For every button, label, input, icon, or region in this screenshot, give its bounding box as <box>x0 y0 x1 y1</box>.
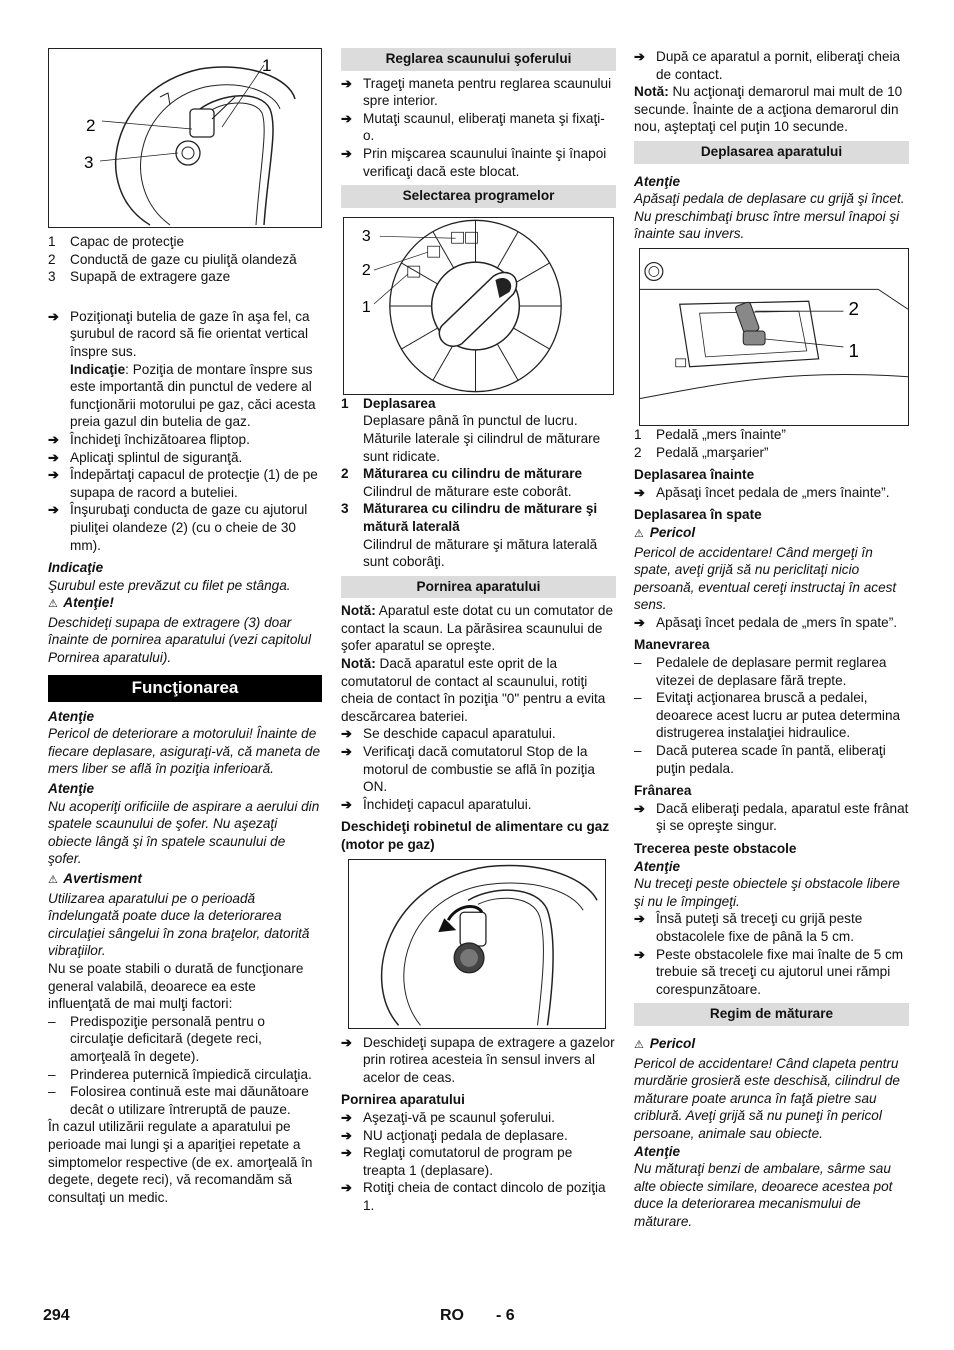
arrow-icon: ➔ <box>48 467 59 483</box>
column-1 <box>48 48 322 1206</box>
step: ➔ Îndepărtaţi capacul de protecţie (1) de pe supapa de racord a buteliei. <box>48 467 318 500</box>
step: ➔ Însă puteţi să treceţi cu grijă peste obstacolele fixe de până la 5 cm. <box>634 911 863 944</box>
paragraph: În cazul utilizării regulate a aparatului pe perioade mai lungi şi a apariţiei repetate a simptomelor respective (de ex. amorţeală în degete, degete reci), vă recomandăm să consultaţi un medic. <box>48 1119 313 1205</box>
fig2-label-3: 3 <box>361 227 371 245</box>
fig2-label-2: 2 <box>361 261 371 279</box>
fig1-label-1: 1 <box>262 56 272 75</box>
step: ➔ Dacă eliberaţi pedala, aparatul este frânat şi se opreşte singur. <box>634 800 909 834</box>
section-page: - 6 <box>496 1307 515 1324</box>
subheading: Pornirea aparatului <box>341 1092 465 1108</box>
gas-bottle-figure <box>48 48 322 228</box>
dash-item: – Prinderea puternică împiedică circulaţia. <box>48 1066 312 1082</box>
dash-item: – Pedalele de deplasare permit reglarea vitezei de deplasare fără trepte. <box>634 655 887 688</box>
note-text: Şurubul este prevăzut cu filet pe stânga. <box>48 577 291 593</box>
warning-title: ⚠ Atenţie! <box>48 594 322 614</box>
step: ➔ Deschideţi supapa de extragere a gazelor prin rotirea acesteia în sensul invers al acelor de ceas. <box>341 1034 615 1085</box>
arrow-icon: ➔ <box>341 1109 352 1125</box>
step: ➔ Rotiţi cheia de contact dincolo de poziţia 1. <box>341 1180 606 1213</box>
subheading: Trecerea peste obstacole <box>634 841 797 856</box>
arrow-icon: ➔ <box>634 800 645 816</box>
caution-text: Nu treceţi peste obiectele şi obstacole libere şi nu le împingeţi. <box>634 876 900 909</box>
section-title-programs: Selectarea programelor <box>341 185 616 208</box>
arrow-icon: ➔ <box>634 911 645 927</box>
warning-title: ⚠ Avertisment <box>48 870 322 890</box>
step: ➔ Aplicaţi splintul de siguranţă. <box>48 449 243 465</box>
gas-bottle-drawing <box>49 49 321 227</box>
danger-title: ⚠ Pericol <box>634 1035 909 1055</box>
section-title-start: Pornirea aparatului <box>341 576 616 599</box>
section-title-seat: Reglarea scaunului şoferului <box>341 48 616 71</box>
step: ➔ Prin mişcarea scaunului înainte şi înapoi verificaţi dacă este blocat. <box>341 145 607 179</box>
gas-valve-drawing <box>349 860 605 1028</box>
step: ➔ Se deschide capacul aparatului. <box>341 726 556 742</box>
page-number: 294 <box>43 1307 70 1324</box>
step: ➔ Înşurubaţi conducta de gaze cu ajutorul piuliţei olandeze (2) (cu o cheie de 30 mm). <box>48 502 308 553</box>
step: ➔ NU acţionaţi pedala de deplasare. <box>341 1127 568 1143</box>
legend-item: 1 Capac de protecţie <box>48 234 185 249</box>
arrow-icon: ➔ <box>48 449 59 465</box>
note-title: Indicaţie <box>48 560 104 576</box>
pedal-drawing <box>640 249 908 425</box>
arrow-icon: ➔ <box>341 1127 352 1143</box>
warning-triangle-icon: ⚠ <box>634 527 644 540</box>
arrow-icon: ➔ <box>341 145 352 161</box>
dash-item: – Evitaţi acţionarea bruscă a pedalei, deoarece acest lucru ar putea determina distrugerea instalaţiei hidraulice. <box>634 690 901 741</box>
step: ➔ Trageţi maneta pentru reglarea scaunului spre interior. <box>341 75 612 109</box>
caution-text: Apăsaţi pedala de deplasare cu grijă şi încet. Nu preschimbaţi brusc între mersul înapoi şi înainte sau invers. <box>634 191 905 242</box>
legend-item: 3 Supapă de extragere gaze <box>48 269 231 285</box>
step: ➔ Poziţionaţi butelia de gaze în aşa fel, ca şurubul de racord să fie orientat vertical înspre sus. Indicaţie: Poziţia de montare înspre sus este importantă din punctul de vedere al funcţionării motorului pe gaz, căci acesta preia gazul din butelia de gaz. <box>48 308 316 430</box>
fig4-label-1: 1 <box>848 339 859 361</box>
legend-item: 1 Pedală „mers înainte” <box>634 426 786 442</box>
fig1-label-3: 3 <box>84 153 94 172</box>
program-selector-figure <box>343 217 614 395</box>
step: ➔ Verificaţi dacă comutatorul Stop de la motorul de combustie se află în poziţia ON. <box>341 744 595 795</box>
paragraph: Nu se poate stabili o durată de funcţionare general valabilă, deoarece ea este influenţată de mai mulţi factori: <box>48 960 304 1012</box>
language-code: RO <box>440 1307 464 1324</box>
caution-title: Atenţie <box>634 858 681 874</box>
arrow-icon: ➔ <box>341 75 352 91</box>
program-dial-drawing <box>344 218 613 394</box>
arrow-icon: ➔ <box>634 484 645 500</box>
arrow-icon: ➔ <box>341 744 352 760</box>
program-desc: Cilindrul de măturare este coborât. <box>363 483 572 499</box>
subheading: Frânarea <box>634 783 692 799</box>
fig1-label-2: 2 <box>86 116 96 135</box>
warning-triangle-icon: ⚠ <box>48 874 58 886</box>
danger-text: Pericol de accidentare! Când clapeta pentru murdărie grosieră este deschisă, cilindrul de măturare poate arunca în faţă pietre sau criblură. Aveţi grijă să nu puneţi în pericol persoane, animale sau obiecte. <box>634 1055 900 1141</box>
danger-title: ⚠ Pericol <box>634 524 909 544</box>
step: ➔ Apăsaţi încet pedala de „mers înainte”. <box>634 484 890 500</box>
danger-text: Pericol de accidentare! Când mergeţi în spate, aveţi grijă să nu periclitaţi nicio persoană, eventual cereţi instructaj în acest sens. <box>634 544 897 613</box>
program-item: 3 Măturarea cu cilindru de măturare şi mătură laterală <box>341 501 598 534</box>
fig2-label-1: 1 <box>361 298 371 316</box>
caution-title: Atenţie <box>48 781 95 797</box>
note: Notă: Aparatul este dotat cu un comutator de contact la scaun. La părăsirea scaunului de şofer aparatul se opreşte. <box>341 603 614 654</box>
pedal-figure <box>639 248 909 426</box>
arrow-icon: ➔ <box>341 1180 352 1196</box>
step: ➔ Aşezaţi-vă pe scaunul şoferului. <box>341 1109 555 1125</box>
gas-valve-figure <box>348 859 606 1029</box>
program-desc: Cilindrul de măturare şi mătura laterală sunt coborâţi. <box>363 536 598 570</box>
warning-text: Utilizarea aparatului pe o perioadă îndelungată poate duce la deteriorarea circulaţiei sângelui în zona braţelor, datorită vibraţiilor. <box>48 890 310 959</box>
arrow-icon: ➔ <box>48 502 59 518</box>
note: Notă: Dacă aparatul este oprit de la comutatorul de contact al scaunului, rotiţi cheia de contact în poziţia "0" pentru a evita descărcarea bateriei. <box>341 656 606 724</box>
step: ➔ Reglaţi comutatorul de program pe treapta 1 (deplasare). <box>341 1145 573 1178</box>
arrow-icon: ➔ <box>341 110 352 126</box>
note: Notă: Nu acţionaţi demarorul mai mult de 10 secunde. Înainte de a acţiona demarorul din nou, aşteptaţi cel puţin 10 secunde. <box>634 84 903 135</box>
warning-triangle-icon: ⚠ <box>634 1038 644 1051</box>
section-title-functionarea: Funcţionarea <box>48 675 322 702</box>
arrow-icon: ➔ <box>634 946 645 962</box>
program-item: 1 Deplasarea <box>341 395 436 411</box>
section-title-sweep: Regim de măturare <box>634 1003 909 1026</box>
program-desc: Deplasare până în punctul de lucru. Măturile laterale şi cilindrul de măturare sunt ridicate. <box>363 413 601 464</box>
caution-title: Atenţie <box>48 708 95 724</box>
subheading: Manevrarea <box>634 637 710 653</box>
caution-text: Nu acoperiţi orificiile de aspirare a aerului din spatele scaunului de şofer. Nu aşezaţi obiecte lângă şi în spatele scaunului de şofer. <box>48 798 320 867</box>
step: ➔ Apăsaţi încet pedala de „mers în spate”. <box>634 614 898 630</box>
warning-text: Deschideţi supapa de extragere (3) doar înainte de pornirea aparatului (vezi capitolul Pornirea aparatului). <box>48 614 311 666</box>
step: ➔ Închideţi închizătoarea fliptop. <box>48 431 250 447</box>
dash-item: – Predispoziţie personală pentru o circulaţie deficitară (degete reci, amorţeală în degete). <box>48 1013 265 1064</box>
column-3 <box>634 48 909 1230</box>
arrow-icon: ➔ <box>634 49 645 64</box>
step: ➔ Închideţi capacul aparatului. <box>341 796 532 812</box>
arrow-icon: ➔ <box>341 726 352 742</box>
subheading: Deplasarea înainte <box>634 467 755 483</box>
step: ➔ Peste obstacolele fixe mai înalte de 5 cm trebuie să treceţi cu ajutorul unei rămpi corespunzătoare. <box>634 946 904 997</box>
step: ➔ După ce aparatul a pornit, eliberaţi cheia de contact. <box>634 49 901 82</box>
arrow-icon: ➔ <box>341 1145 352 1161</box>
dash-item: – Dacă puterea scade în pantă, eliberaţi puţin pedala. <box>634 743 886 776</box>
caution-text: Pericol de deteriorare a motorului! Înainte de fiecare deplasare, asiguraţi-vă, că maneta de mers liber se află în poziţia inferioară. <box>48 726 321 777</box>
section-title-move: Deplasarea aparatului <box>634 141 909 164</box>
arrow-icon: ➔ <box>341 1034 352 1050</box>
warning-triangle-icon: ⚠ <box>48 598 58 611</box>
column-2 <box>341 48 616 1215</box>
caution-title: Atenţie <box>634 173 681 189</box>
legend-item: 2 Conductă de gaze cu piuliţă olandeză <box>48 251 297 267</box>
dash-item: – Folosirea continuă este mai dăunătoare decât o utilizare întreruptă de pauze. <box>48 1084 309 1117</box>
legend-item: 2 Pedală „marşarier” <box>634 444 769 460</box>
arrow-icon: ➔ <box>48 308 59 324</box>
arrow-icon: ➔ <box>341 796 352 812</box>
arrow-icon: ➔ <box>634 614 645 630</box>
program-item: 2 Măturarea cu cilindru de măturare <box>341 466 583 482</box>
fig4-label-2: 2 <box>848 298 859 320</box>
subheading: Deschideţi robinetul de alimentare cu gaz (motor pe gaz) <box>341 819 610 852</box>
caution-text: Nu măturaţi benzi de ambalare, sârme sau alte obiecte similare, deoarece acestea pot duce la deteriorarea mecanismului de măturare. <box>634 1161 893 1229</box>
step: ➔ Mutaţi scaunul, eliberaţi maneta şi fixaţi-o. <box>341 110 605 144</box>
subheading: Deplasarea în spate <box>634 507 762 523</box>
caution-title: Atenţie <box>634 1143 681 1159</box>
arrow-icon: ➔ <box>48 431 59 447</box>
